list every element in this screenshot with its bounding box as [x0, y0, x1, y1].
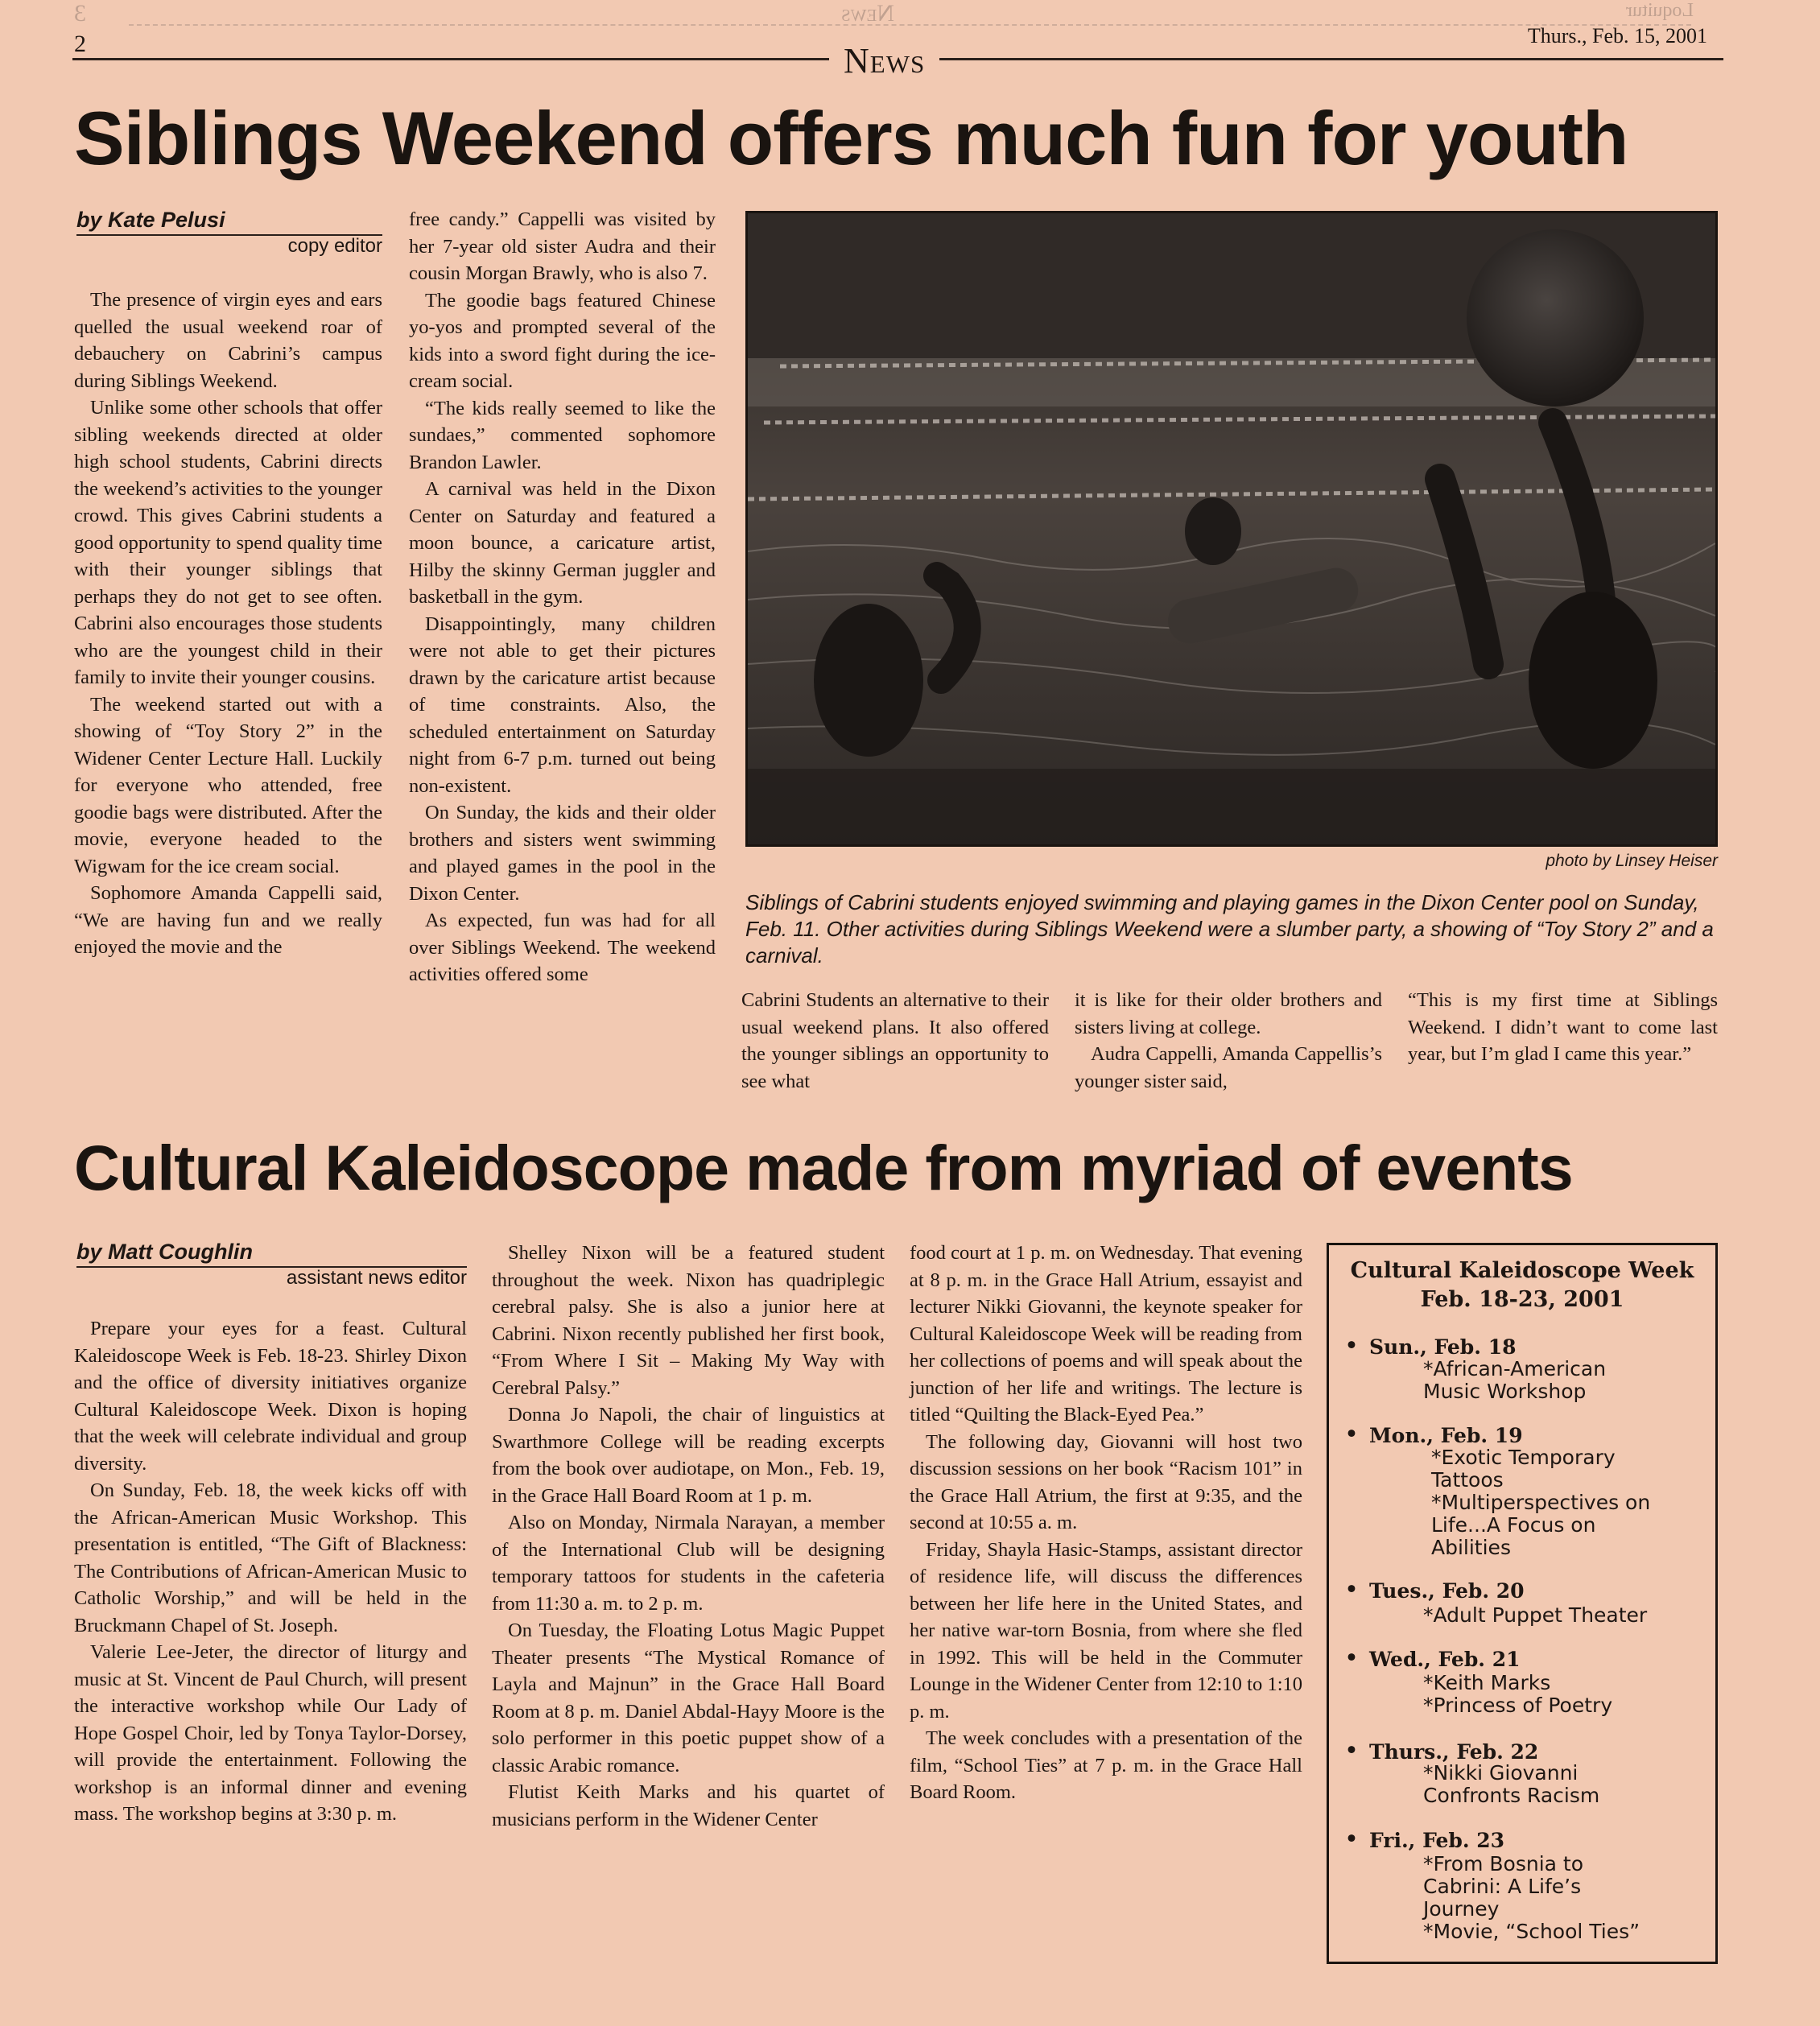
paragraph: The week concludes with a presentation of the film, “School Ties” at 7 p. m. in the Grace Hall Board Room. — [910, 1727, 1302, 1803]
schedule-day: • Sun., Feb. 18 — [1345, 1334, 1517, 1359]
article1-column-3 — [741, 987, 1049, 1095]
paragraph: The presence of virgin eyes and ears quelled the usual weekend roar of debauchery on Cabrini’s campus during Siblings Weekend. — [74, 289, 382, 392]
issue-date: Thurs., Feb. 15, 2001 — [1527, 24, 1707, 47]
photo-credit: photo by Linsey Heiser — [1546, 852, 1718, 870]
schedule-events: *African-American Music Workshop — [1423, 1357, 1607, 1403]
headline-cultural-kaleidoscope: Cultural Kaleidoscope made from myriad of events — [74, 1132, 1573, 1203]
paragraph: Disappointingly, many children were not able to get their pictures drawn by the caricature artist because of time constraints. Also, the scheduled entertainment on Saturday night from 6-7 p.m. turned out being non-existent. — [409, 613, 716, 797]
paragraph: Audra Cappelli, Amanda Cappellis’s younger sister said, — [1075, 1043, 1382, 1092]
paragraph: The weekend started out with a showing of “Toy Story 2” in the Widener Center Lecture Hall. Luckily for everyone who attended, free goodie bags were distributed. After the movie, everyone headed to the Wigwam for the ice cream social. — [74, 693, 382, 877]
paragraph: On Sunday, Feb. 18, the week kicks off with the African-American Music Workshop. This presentation is entitled, “The Gift of Blackness: The Contributions of African-American Music to Catholic Worship,” and will be held in the Bruckmann Chapel of St. Joseph. — [74, 1479, 467, 1636]
paragraph: On Tuesday, the Floating Lotus Magic Puppet Theater presents “The Mystical Romance of Layla and Majnun” in the Grace Hall Board Room at 8 p. m. Daniel Abdal-Hayy Moore is the solo performer in this poetic puppet show of a classic Arabic romance. — [492, 1620, 885, 1776]
photo-caption: Siblings of Cabrini students enjoyed swimming and playing games in the Dixon Center pool on Sunday, Feb. 11. Other activities during Siblings Weekend were a slumber party, a showing of “Toy Story 2” and a carnival. — [745, 890, 1714, 968]
bleed-through-section: News — [841, 0, 894, 27]
paragraph: The following day, Giovanni will host two discussion sessions on her book “Racism 101” in the Grace Hall Atrium, the first at 9:35, and the second at 10:55 a. m. — [910, 1430, 1302, 1533]
article1-column-2 — [409, 206, 716, 988]
schedule-heading: Cultural Kaleidoscope Week — [1350, 1258, 1694, 1283]
schedule-day: • Wed., Feb. 21 — [1345, 1646, 1521, 1671]
article2-column-3 — [910, 1240, 1302, 1806]
article2-column-1 — [74, 1315, 467, 1828]
article1-column-5 — [1408, 987, 1718, 1068]
schedule-events: *Exotic Temporary Tattoos *Multiperspectives on Life...A Focus on Abilities — [1431, 1446, 1651, 1559]
paragraph: Valerie Lee-Jeter, the director of liturgy and music at St. Vincent de Paul Church, will present the interactive workshop while Our Lady of Hope Gospel Choir, led by Tonya Taylor-Dorsey, will provide the entertainment. Following the workshop is an informal dinner and evening mass. The workshop begins at 3:30 p. m. — [74, 1641, 467, 1825]
bleed-through-masthead: Loquitur — [1626, 0, 1694, 21]
byline: by Kate Pelusi — [76, 208, 382, 236]
schedule-events: *Keith Marks *Princess of Poetry — [1423, 1671, 1613, 1717]
paragraph: “The kids really seemed to like the sundaes,” commented sophomore Brandon Lawler. — [409, 397, 716, 473]
paragraph: Prepare your eyes for a feast. Cultural Kaleidoscope Week is Feb. 18-23. Shirley Dixon and the office of diversity initiatives organize Cultural Kaleidoscope Week. Dixon is hoping that the week will celebrate individual and group diversity. — [74, 1318, 467, 1475]
byline: by Matt Coughlin — [76, 1240, 467, 1268]
bleed-through-page-number: 3 — [74, 0, 86, 27]
paragraph: “This is my first time at Siblings Weekend. I didn’t want to come last year, but I’m glad I came this year.” — [1408, 989, 1718, 1065]
paragraph: free candy.” Cappelli was visited by her 7-year old sister Audra and their cousin Morgan Brawly, who is also 7. — [409, 208, 716, 284]
schedule-title — [1329, 1256, 1715, 1314]
paragraph: Cabrini Students an alternative to their usual weekend plans. It also offered the younger siblings an opportunity to see what — [741, 989, 1049, 1092]
article1-column-4 — [1075, 987, 1382, 1095]
schedule-day: • Fri., Feb. 23 — [1345, 1827, 1505, 1852]
byline-role: assistant news editor — [286, 1267, 467, 1289]
paragraph: Unlike some other schools that offer sibling weekends directed at older high school students, Cabrini directs the weekend’s activities to the younger crowd. This gives Cabrini students a good opportunity to spend quality time with their younger siblings that perhaps they do not get to see often. Cabrini also encourages those students who are the youngest child in their family to invite their younger cousins. — [74, 397, 382, 688]
schedule-sidebar — [1327, 1243, 1718, 1964]
paragraph: On Sunday, the kids and their older brothers and sisters went swimming and played games in the pool in the Dixon Center. — [409, 802, 716, 905]
article1-column-1 — [74, 287, 382, 961]
paragraph: it is like for their older brothers and sisters living at college. — [1075, 989, 1382, 1038]
schedule-dates: Feb. 18-23, 2001 — [1420, 1287, 1624, 1312]
bleed-through-rule — [129, 24, 1691, 26]
paragraph: Flutist Keith Marks and his quartet of musicians perform in the Widener Center — [492, 1781, 885, 1830]
paragraph: A carnival was held in the Dixon Center on Saturday and featured a moon bounce, a caricature artist, Hilby the skinny German juggler and basketball in the gym. — [409, 478, 716, 608]
headline-siblings-weekend: Siblings Weekend offers much fun for youth — [74, 96, 1628, 180]
paragraph: Also on Monday, Nirmala Narayan, a member of the International Club will be designing temporary tattoos for students in the cafeteria from 11:30 a. m. to 2 p. m. — [492, 1512, 885, 1615]
paragraph: As expected, fun was had for all over Siblings Weekend. The weekend activities offered some — [409, 910, 716, 985]
pool-photo — [745, 211, 1718, 847]
schedule-events: *Nikki Giovanni Confronts Racism — [1423, 1761, 1600, 1807]
paragraph: food court at 1 p. m. on Wednesday. That evening at 8 p. m. in the Grace Hall Atrium, essayist and lecturer Nikki Giovanni, the keynote speaker for Cultural Kaleidoscope Week will be reading from her collections of poems and will speak about the junction of her life and writings. The lecture is titled “Quilting the Black-Eyed Pea.” — [910, 1242, 1302, 1426]
page-number: 2 — [74, 31, 86, 57]
article2-column-2 — [492, 1240, 885, 1833]
schedule-day: • Thurs., Feb. 22 — [1345, 1739, 1539, 1764]
paragraph: Friday, Shayla Hasic-Stamps, assistant director of residence life, will discuss the differences between her life here in the United States, and her native war-torn Bosnia, from where she fled in 1992. This will be held in the Commuter Lounge in the Widener Center from 12:10 to 1:10 p. m. — [910, 1538, 1302, 1723]
paragraph: The goodie bags featured Chinese yo-yos and prompted several of the kids into a sword fight during the ice-cream social. — [409, 289, 716, 392]
byline-role: copy editor — [287, 235, 382, 257]
schedule-day: • Mon., Feb. 19 — [1345, 1422, 1523, 1447]
schedule-day: • Tues., Feb. 20 — [1345, 1578, 1525, 1603]
paragraph: Donna Jo Napoli, the chair of linguistics at Swarthmore College will be reading excerpts from the book over audiotape, on Mon., Feb. 19, in the Grace Hall Board Room at 1 p. m. — [492, 1404, 885, 1507]
section-label: News — [829, 40, 939, 81]
paragraph: Shelley Nixon will be a featured student throughout the week. Nixon has quadriplegic cerebral palsy. She is also a junior here at Cabrini. Nixon recently published her first book, “From Where I Sit – Making My Way with Cerebral Palsy.” — [492, 1242, 885, 1399]
schedule-events: *Adult Puppet Theater — [1423, 1603, 1648, 1627]
paragraph: Sophomore Amanda Cappelli said, “We are having fun and we really enjoyed the movie and the — [74, 882, 382, 958]
schedule-events: *From Bosnia to Cabrini: A Life’s Journey *Movie, “School Ties” — [1423, 1852, 1640, 1943]
